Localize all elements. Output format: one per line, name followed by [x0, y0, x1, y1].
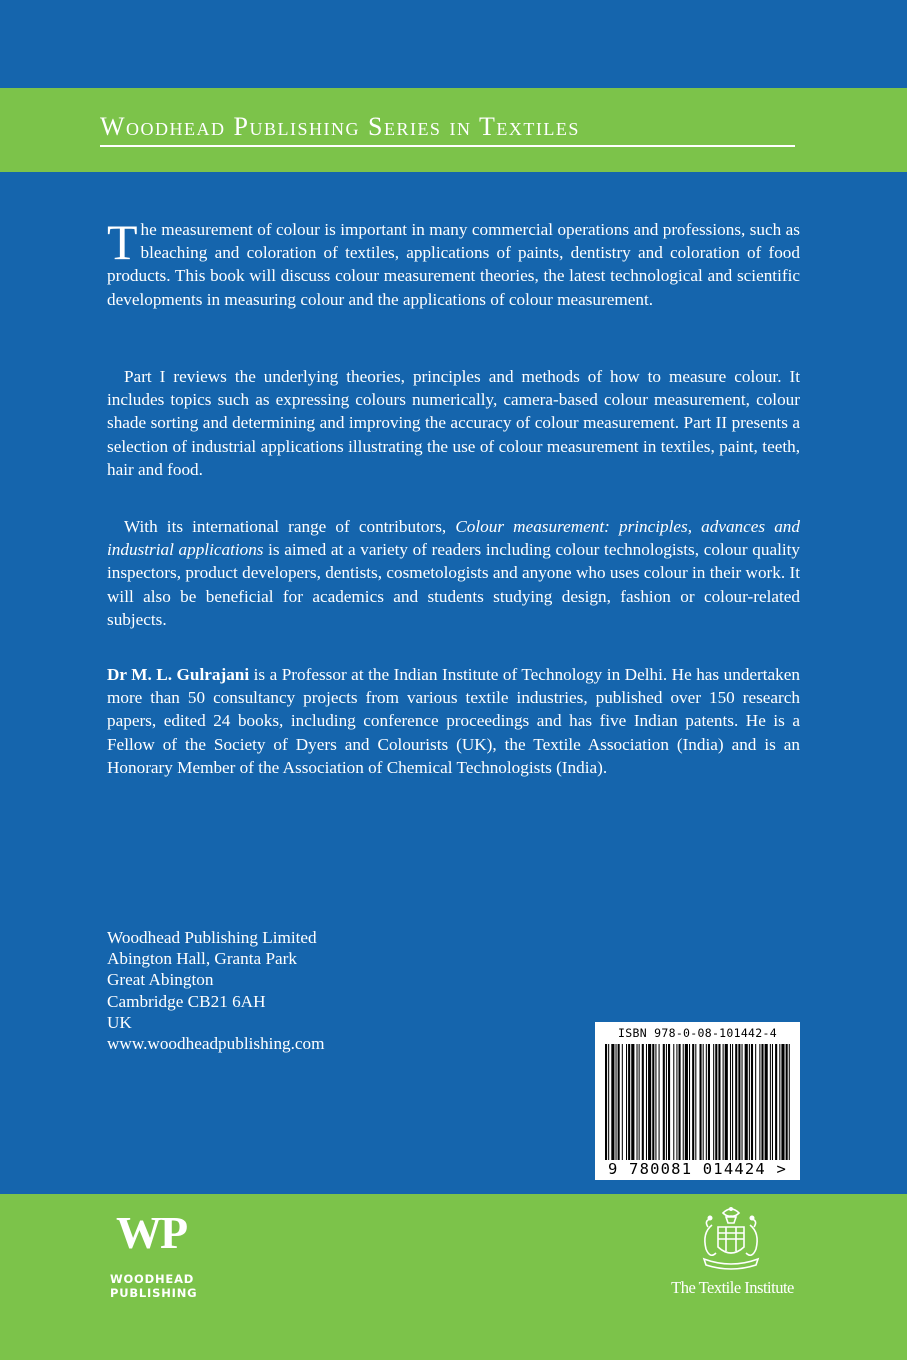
publisher-line: Woodhead Publishing Limited	[107, 928, 317, 947]
barcode-bar	[676, 1044, 677, 1160]
barcode-bar	[713, 1044, 714, 1160]
barcode-bar	[732, 1044, 733, 1160]
barcode-bar	[725, 1044, 728, 1160]
barcode-bar	[749, 1044, 750, 1160]
barcode-bar	[781, 1044, 784, 1160]
barcode-bar	[786, 1044, 788, 1160]
barcode-bar	[723, 1044, 724, 1160]
description-paragraph-3	[107, 515, 800, 631]
textile-institute-crest-icon	[690, 1203, 772, 1275]
barcode-bar	[779, 1044, 780, 1160]
barcode-bar	[751, 1044, 753, 1160]
barcode-bar	[765, 1044, 768, 1160]
barcode-bar	[703, 1044, 704, 1160]
drop-cap: T	[107, 214, 138, 270]
barcode-bar	[648, 1044, 651, 1160]
author-name: Dr M. L. Gulrajani	[107, 665, 250, 684]
barcode-bar	[668, 1044, 670, 1160]
publisher-line: Cambridge CB21 6AH	[107, 991, 266, 1011]
isbn-barcode	[595, 1022, 800, 1180]
barcode-bar	[646, 1044, 647, 1160]
publisher-website-link[interactable]: www.woodheadpublishing.com	[107, 1034, 325, 1054]
barcode-bar	[730, 1044, 731, 1160]
barcode-bar	[738, 1044, 740, 1160]
barcode-bar	[631, 1044, 634, 1160]
description-paragraph-2: Part I reviews the underlying theories, principles and methods of how to measure colour. It includes topics such as expressing colours numerically, camera-based colour measurement, colour shade sorting and determining and improving the accuracy of colour measurement. Part II presents a selection of industrial applications illustrating the use of colour measurement in textiles, paint, teeth, hair and food.	[107, 367, 800, 479]
series-title: Woodhead Publishing Series in Textiles	[100, 112, 580, 141]
barcode-bar	[655, 1044, 656, 1160]
barcode-bar	[715, 1044, 717, 1160]
barcode-bar	[683, 1044, 684, 1160]
barcode-bar	[626, 1044, 627, 1160]
barcode-bar	[761, 1044, 763, 1160]
barcode-bar	[789, 1044, 790, 1160]
barcode-bar	[628, 1044, 630, 1160]
author-bio	[107, 663, 800, 779]
barcode-bar	[659, 1044, 660, 1160]
barcode-bar	[685, 1044, 688, 1160]
barcode-bar	[652, 1044, 654, 1160]
paragraph-3-tail: is aimed at a variety of readers including colour technologists, colour quality inspectors, product developers, dentists, cosmetologists and anyone who uses colour in their work. It will also be beneficial for academics and students studying design, fashion or colour-related subjects.	[107, 540, 800, 629]
series-underline	[100, 145, 795, 147]
barcode-bar	[622, 1044, 623, 1160]
barcode-bar	[745, 1044, 748, 1160]
barcode-bar	[673, 1044, 674, 1160]
barcode-bar	[679, 1044, 681, 1160]
barcode-bar	[642, 1044, 644, 1160]
author-bio-text: is a Professor at the Indian Institute of Technology in Delhi. He has undertaken more than 50 consultancy projects from various textile industries, published over 150 research papers, edited 24 books, including conference proceedings and has five Indian patents. He is a Fellow of the Society of Dyers and Colourists (UK), the Textile Association (India) and is an Honorary Member of the Association of Chemical Technologists (India).	[107, 665, 800, 777]
barcode-bar	[695, 1044, 696, 1160]
barcode-bar	[618, 1044, 620, 1160]
barcode-bar	[700, 1044, 702, 1160]
publisher-line: Abington Hall, Granta Park	[107, 949, 297, 969]
publisher-line: UK	[107, 1012, 132, 1032]
barcode-bar	[611, 1044, 614, 1160]
paragraph-3-lead: With its international range of contributors,	[124, 517, 456, 536]
barcode-bar	[663, 1044, 665, 1160]
barcode-bar	[770, 1044, 771, 1160]
barcode-bar	[718, 1044, 720, 1160]
barcode-bar	[708, 1044, 710, 1160]
woodhead-publishing-logo	[110, 1208, 210, 1300]
isbn-label: ISBN 978-0-08-101442-4	[618, 1026, 777, 1040]
wp-monogram: WP	[116, 1207, 187, 1258]
barcode-bar	[666, 1044, 667, 1160]
barcode-bar	[689, 1044, 690, 1160]
barcode-bar	[772, 1044, 773, 1160]
book-title: Colour measurement: principles, advances and industrial applications	[107, 517, 800, 560]
textile-institute-name: The Textile Institute	[671, 1278, 794, 1297]
publisher-address	[107, 927, 325, 1054]
barcode-bar	[639, 1044, 640, 1160]
barcode-bar	[616, 1044, 617, 1160]
paragraph-1-text: he measurement of colour is important in many commercial operations and professions, such as bleaching and coloration of textiles, applications of paints, dentistry and coloration of food products. This book will discuss colour measurement theories, the latest technological and scientific developments in measuring colour and the applications of colour measurement.	[107, 220, 800, 309]
barcode-bar	[637, 1044, 638, 1160]
barcode-bar	[706, 1044, 707, 1160]
barcode-bars	[605, 1044, 790, 1160]
barcode-bar	[759, 1044, 760, 1160]
barcode-bar	[692, 1044, 694, 1160]
barcode-bar	[755, 1044, 756, 1160]
wp-name-line-2: PUBLISHING	[110, 1286, 198, 1300]
barcode-bar	[608, 1044, 609, 1160]
barcode-bar	[735, 1044, 737, 1160]
description-paragraph-1	[107, 214, 800, 311]
publisher-line: Great Abington	[107, 970, 214, 990]
isbn-digits: 9 780081 014424 >	[607, 1160, 788, 1178]
barcode-bar	[742, 1044, 743, 1160]
wp-name-line-1: WOODHEAD	[110, 1272, 195, 1286]
barcode-bar	[775, 1044, 777, 1160]
barcode-bar	[605, 1044, 607, 1160]
